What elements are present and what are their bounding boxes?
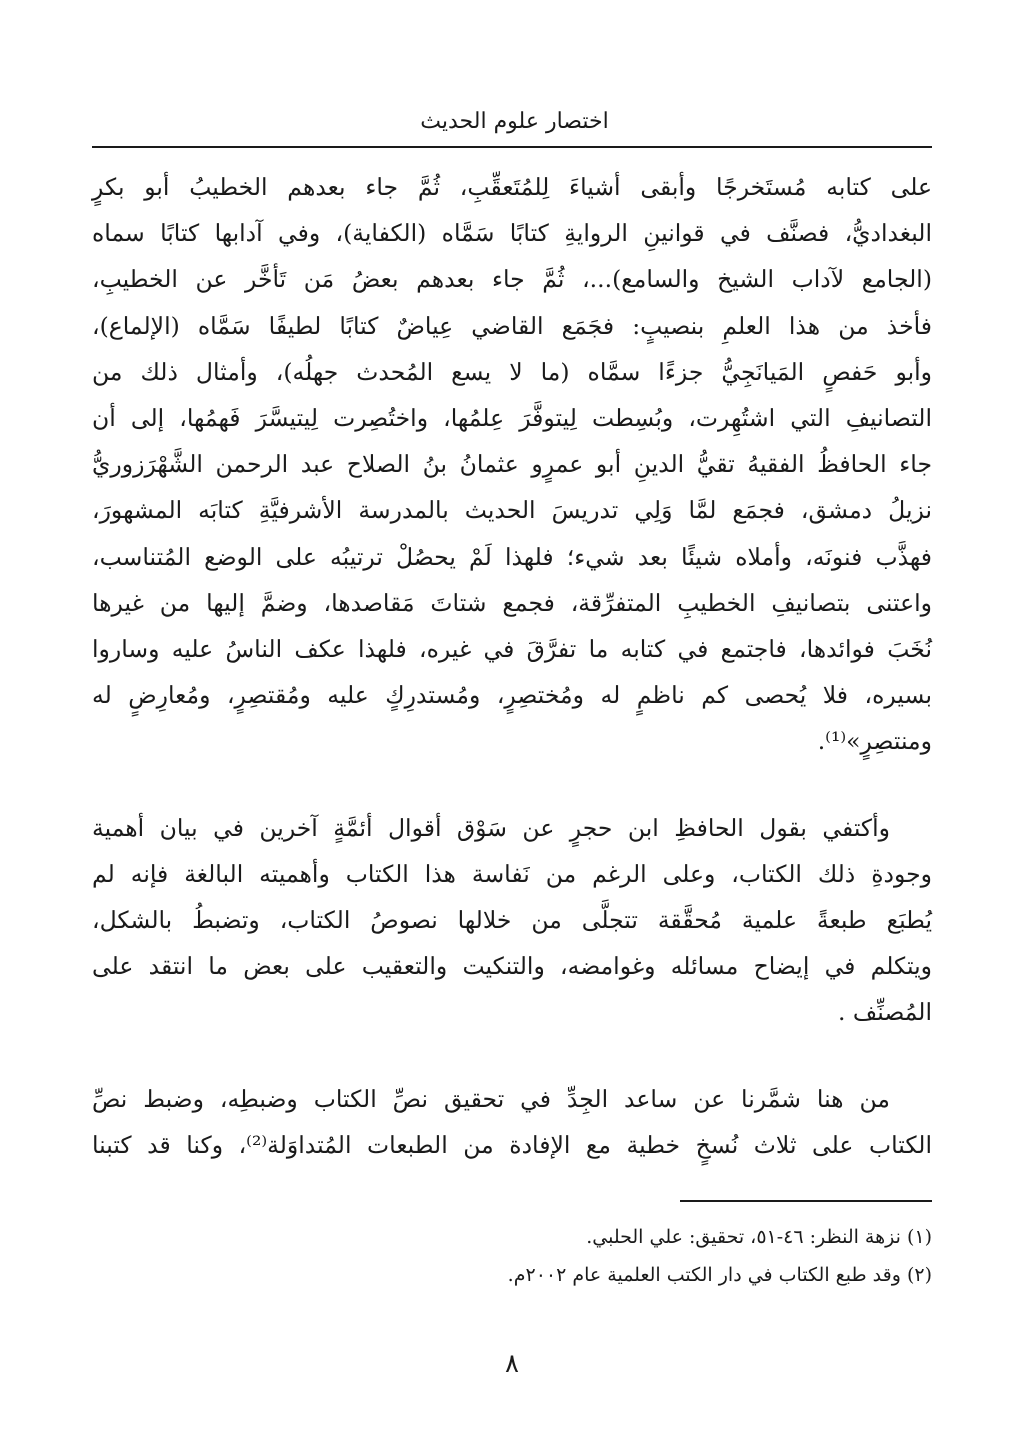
paragraph-2 <box>92 805 932 1036</box>
text-line: فهذَّب فنونَه، وأملاه شيئًا بعد شيء؛ فلهذا لَمْ يحصُلْ ترتيبُه على الوضع المُتناسب، <box>92 542 932 571</box>
paragraph-gap <box>92 1036 932 1076</box>
text-line: واعتنى بتصانيفِ الخطيبِ المتفرِّقة، فجمع شتاتَ مَقاصدها، وضمَّ إليها من غيرها <box>92 588 932 617</box>
text-line: فأخذ من هذا العلمِ بنصيبٍ: فجَمَع القاضي عِياضٌ كتابًا لطيفًا سَمَّاه (الإلماع)، <box>92 311 932 340</box>
footnote-rule <box>680 1200 932 1202</box>
text-line: على كتابه مُستَخرجًا وأبقى أشياءَ لِلمُتَعقِّبِ، ثُمَّ جاء بعدهم الخطيبُ أبو بكرٍ <box>92 173 932 201</box>
text-line: البغداديُّ، فصنَّف في قوانينِ الروايةِ كتابًا سَمَّاه (الكفاية)، وفي آدابها كتابًا سماه <box>92 219 932 248</box>
text-line: ومنتصِرٍ»⁽¹⁾. <box>817 727 932 756</box>
text-line: جاء الحافظُ الفقيهُ تقيُّ الدينِ أبو عمرٍو عثمانُ بنُ الصلاح عبد الرحمن الشَّهْرَزوريُّ <box>92 450 932 479</box>
text-line: نزيلُ دمشق، فجمَع لمَّا وَلِي تدريسَ الحديث بالمدرسة الأشرفيَّةِ كتابَه المشهورَ، <box>92 496 932 525</box>
footnote-2: (٢) وقد طبع الكتاب في دار الكتب العلمية عام ٢٠٠٢م. <box>507 1264 932 1286</box>
paragraph-1 <box>92 164 932 765</box>
text-line: يُطبَع طبعةً علمية مُحقَّقة تتجلَّى من خلالها نصوصُ الكتاب، وتضبطُ بالشكل، <box>92 906 932 935</box>
paragraph-gap <box>92 765 932 805</box>
text-line: التصانيفِ التي اشتُهِرت، وبُسِطت لِيتوفَّرَ عِلمُها، واختُصِرت لِيتيسَّرَ فَهمُها، إلى أن <box>92 404 932 433</box>
text-line: وأكتفي بقول الحافظِ ابن حجرٍ عن سَوْق أقوال أئمَّةٍ آخرين في بيان أهمية <box>92 813 890 842</box>
paragraph-3 <box>92 1076 932 1168</box>
footnotes <box>92 1218 932 1294</box>
text-line: نُخَبَ فوائدها، فاجتمع في كتابه ما تفرَّقَ في غيره، فلهذا عكف الناسُ عليه وساروا <box>92 635 932 664</box>
text-line: (الجامع لآداب الشيخ والسامع)...، ثُمَّ جاء بعدهم بعضُ مَن تَأخَّر عن الخطيبِ، <box>92 265 932 294</box>
main-text <box>92 164 932 1168</box>
text-line: وأبو حَفصٍ المَيانَجِيُّ جزءًا سمَّاه (ما لا يسع المُحدث جهلُه)، وأمثال ذلك من <box>92 357 932 386</box>
text-line: وجودةِ ذلك الكتاب، وعلى الرغم من نَفاسة هذا الكتاب وأهميته البالغة فإنه لم <box>92 859 932 888</box>
page-number: ٨ <box>505 1349 519 1379</box>
text-line: بسيره، فلا يُحصى كم ناظمٍ له ومُختصِرٍ، ومُستدرِكٍ عليه ومُقتصِرٍ، ومُعارِضٍ له <box>92 681 932 710</box>
running-header-title: اختصار علوم الحديث <box>420 109 609 134</box>
text-line: من هنا شمَّرنا عن ساعد الجِدِّ في تحقيق نصِّ الكتاب وضبطِه، وضبط نصِّ <box>92 1084 890 1113</box>
footnote-1: (١) نزهة النظر: ٤٦-٥١، تحقيق: علي الحلبي. <box>586 1226 932 1248</box>
text-line: ويتكلم في إيضاح مسائله وغوامضه، والتنكيت والتعقيب على بعض ما انتقد على <box>92 952 932 981</box>
text-line: الكتاب على ثلاث نُسخٍ خطية مع الإفادة من الطبعات المُتداوَلة⁽²⁾، وكنا قد كتبنا <box>92 1130 932 1159</box>
text-line: المُصنِّف . <box>837 998 932 1027</box>
header-rule <box>92 146 932 148</box>
